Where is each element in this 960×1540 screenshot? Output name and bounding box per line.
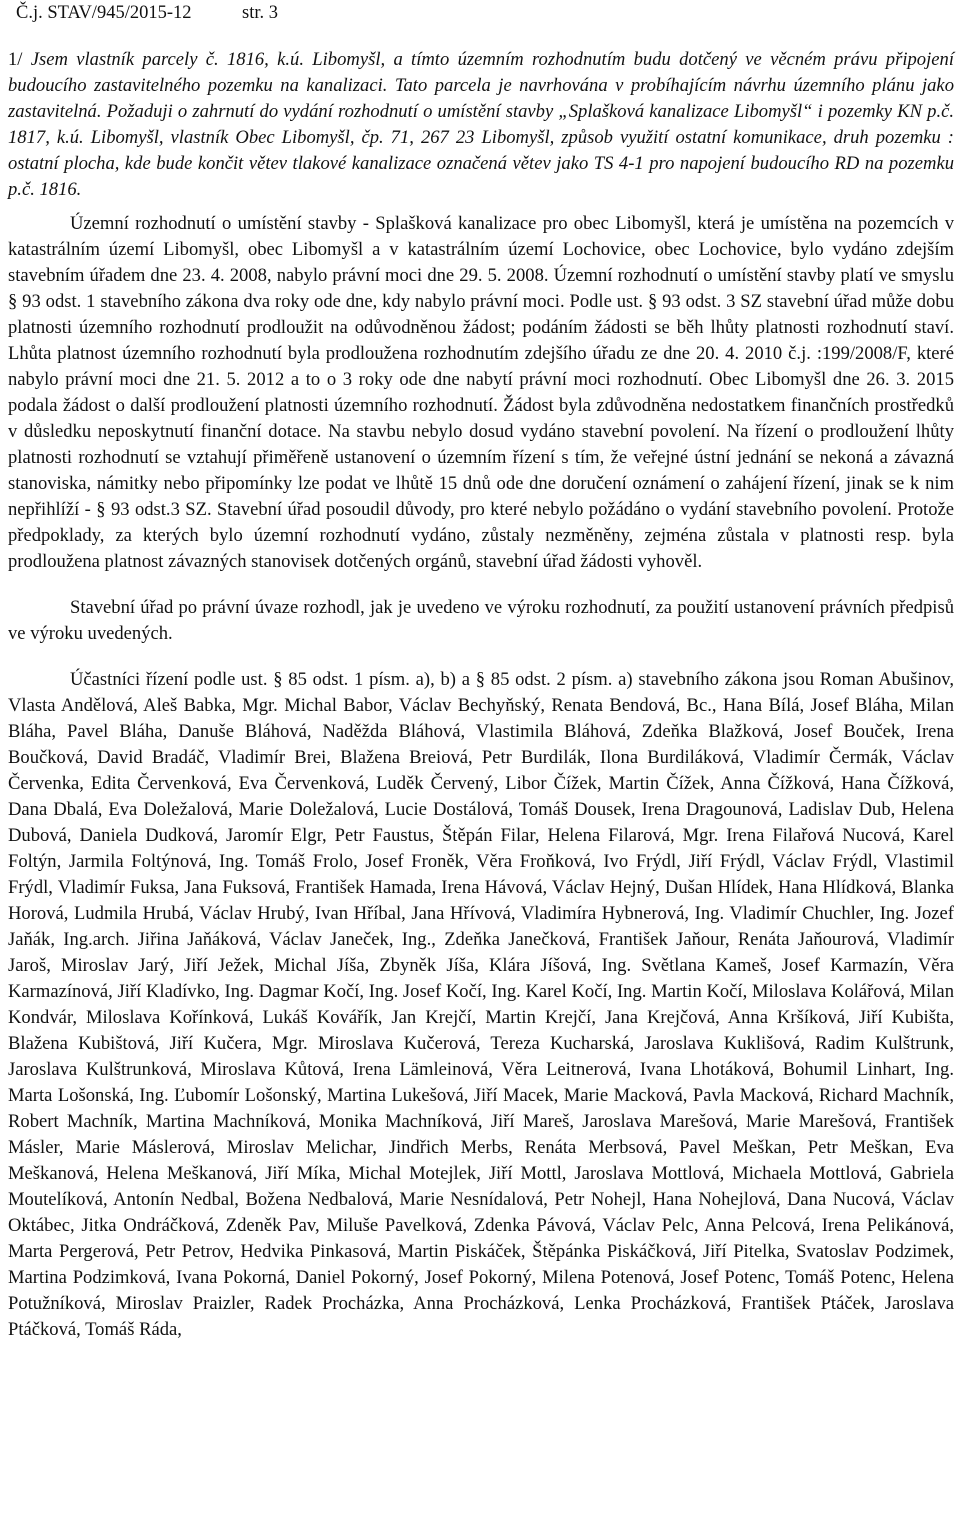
page-number: str. 3 [242, 3, 278, 23]
participants-paragraph: Účastníci řízení podle ust. § 85 odst. 1 písm. a), b) a § 85 odst. 2 písm. a) stavebního zákona jsou Roman Abušinov, Vlasta Andělová, Aleš Babka, Mgr. Michal Babor, Václav Bechyňský, Renata Bendová, Bc., Hana Bílá, Josef Bláha, Milan Bláha, Pavel Bláha, Danuše Bláhová, Naděžda Bláhová, Vlastimila Bláhová, Zdeňka Blažková, Josef Bouček, Irena Boučková, David Bradáč, Vladimír Brei, Blažena Breiová, Petr Burdilák, Ilona Burdiláková, Vladimír Čermák, Václav Červenka, Edita Červenková, Eva Červenková, Luděk Červený, Libor Čížek, Martin Čížek, Anna Čížková, Hana Čížková, Dana Dbalá, Eva Doležalová, Marie Doležalová, Lucie Dostálová, Tomáš Dousek, Irena Dragounová, Ladislav Dub, Helena Dubová, Daniela Dudková, Jaromír Elgr, Petr Faustus, Štěpán Filar, Helena Filarová, Mgr. Irena Filařová Nucová, Karel Foltýn, Jarmila Foltýnová, Ing. Tomáš Frolo, Josef Froněk, Věra Froňková, Ivo Frýdl, Jiří Frýdl, Václav Frýdl, Vlastimil Frýdl, Vladimír Fuksa, Jana Fuksová, František Hamada, Irena Hávová, Václav Hejný, Dušan Hlídek, Hana Hlídková, Blanka Horová, Ludmila Hrubá, Václav Hrubý, Ivan Hříbal, Jana Hřívová, Vladimíra Hybnerová, Ing. Vladimír Chuchler, Ing. Jozef Jaňák, Ing.arch. Jiřina Jaňáková, Václav Janeček, Ing., Zdeňka Janečková, František Jaňour, Renáta Jaňourová, Vladimír Jaroš, Miroslav Jarý, Jiří Ježek, Michal Jíša, Zbyněk Jíša, Klára Jíšová, Ing. Světlana Kameš, Josef Karmazín, Věra Karmazínová, Jiří Kladívko, Ing. Dagmar Kočí, Ing. Josef Kočí, Ing. Karel Kočí, Ing. Martin Kočí, Miloslava Kolářová, Milan Kondvár, Miloslava Kořínková, Lukáš Kovářík, Jan Krejčí, Martin Krejčí, Jana Krejčová, Anna Kršíková, Jiří Kubišta, Blažena Kubištová, Jiří Kučera, Mgr. Miroslava Kučerová, Tereza Kucharská, Jaroslava Kuklišová, Radim Kulštrunk, Jaroslava Kulštrunková, Miroslava Kůtová, Irena Lämleinová, Věra Leitnerová, Ivana Lhotáková, Bohumil Linhart, Ing. Marta Lošonská, Ing. Ľubomír Lošonský, Martina Lukešová, Jiří Macek, Marie Macková, Pavla Macková, Richard Machník, Robert Machník, Martina Machníková, Monika Machníková, Jiří Mareš, Jaroslava Marešová, Marie Marešová, František Másler, Marie Máslerová, Miroslav Melichar, Jindřich Merbs, Renáta Merbsová, Pavel Meškan, Petr Meškan, Eva Meškanová, Helena Meškanová, Jiří Míka, Michal Motejlek, Jiří Mottl, Jaroslava Mottlová, Michaela Mottlová, Gabriela Moutelíková, Antonín Nedbal, Božena Nedbalová, Marie Nesnídalová, Petr Nohejl, Hana Nohejlová, Dana Nucová, Václav Oktábec, Jitka Ondráčková, Zdeněk Pav, Miluše Pavelková, Zdenka Pávová, Václav Pelc, Anna Pelcová, Irena Pelikánová, Marta Pergerová, Petr Petrov, Hedvika Pinkasová, Martin Piskáček, Štěpánka Piskáčková, Jiří Pitelka, Svatoslav Podzimek, Martina Podzimková, Ivana Pokorná, Daniel Pokorný, Josef Pokorný, Milena Potenová, Josef Potenc, Tomáš Potenc, Helena Potužníková, Miroslav Praizler, Radek Procházka, Anna Procházková, Lenka Procházková, František Ptáček, Jaroslava Ptáčková, Tomáš Ráda, [8, 669, 954, 1340]
decision-paragraph: Stavební úřad po právní úvaze rozhodl, jak je uvedeno ve výroku rozhodnutí, za použití ustanovení právních předpisů ve výroku uvedených. [8, 597, 954, 644]
objection-paragraph [8, 47, 954, 203]
page-header [8, 0, 954, 28]
objection-text: Jsem vlastník parcely č. 1816, k.ú. Libomyšl, a tímto územním rozhodnutím budu dotčený ve věcném právu připojení budoucího zastavitelného pozemku na kanalizaci. Tato parcela je navrhována v probíhajícím návrhu územního plánu jako zastavitelná. Požaduji o zahrnutí do vydání rozhodnutí o umístění stavby „Splašková kanalizace Libomyšl“ i pozemky KN p.č. 1817, k.ú. Libomyšl, vlastník Obec Libomyšl, čp. 71, 267 23 Libomyšl, způsob využití ostatní komunikace, druh pozemku : ostatní plocha, kde bude končit větev tlakové kanalizace označená větev jako TS 4-1 pro napojení budoucího RD na pozemku p.č. 1816. [8, 49, 954, 200]
objection-number: 1/ [8, 49, 23, 70]
reasoning-paragraph: Územní rozhodnutí o umístění stavby - Splašková kanalizace pro obec Libomyšl, která je umístěna na pozemcích v katastrálním území Libomyšl, obec Libomyšl a v katastrálním území Lochovice, obec Lochovice, bylo vydáno zdejším stavebním úřadem dne 23. 4. 2008, nabylo právní moci dne 29. 5. 2008. Územní rozhodnutí o umístění stavby platí ve smyslu § 93 odst. 1 stavebního zákona dva roky ode dne, kdy nabylo právní moci. Podle ust. § 93 odst. 3 SZ stavební úřad může dobu platnosti územního rozhodnutí prodloužit na odůvodněnou žádost; podáním žádosti se běh lhůty platnosti rozhodnutí staví. Lhůta platnost územního rozhodnutí byla prodloužena rozhodnutím zdejšího úřadu ze dne 20. 4. 2010 č.j. :199/2008/F, které nabylo právní moci dne 21. 5. 2012 a to o 3 roky ode dne nabytí právní moci rozhodnutí. Obec Libomyšl dne 26. 3. 2015 podala žádost o další prodloužení platnosti územního rozhodnutí. Žádost byla zdůvodněna nedostatkem finančních prostředků v důsledku neposkytnutí finanční dotace. Na stavbu nebylo dosud vydáno stavební povolení. Na řízení o prodloužení lhůty platnosti rozhodnutí se vztahují přiměřeně ustanovení o územním řízení s tím, že veřejné ústní jednání se nekoná a závazná stanoviska, námitky nebo připomínky lze podat ve lhůtě 15 dnů ode dne doručení oznámení o zahájení řízení, jinak se k nim nepřihlíží - § 93 odst.3 SZ. Stavební úřad posoudil důvody, pro které nebylo požádáno o vydání stavebního povolení. Protože předpoklady, za kterých bylo územní rozhodnutí vydáno, zůstaly nezměněny, zejména zůstala v platnosti resp. byla prodloužena platnost závazných stanovisek dotčených orgánů, stavební úřad žádosti vyhověl. [8, 213, 954, 572]
reference-number: Č.j. STAV/945/2015-12 [16, 3, 192, 23]
